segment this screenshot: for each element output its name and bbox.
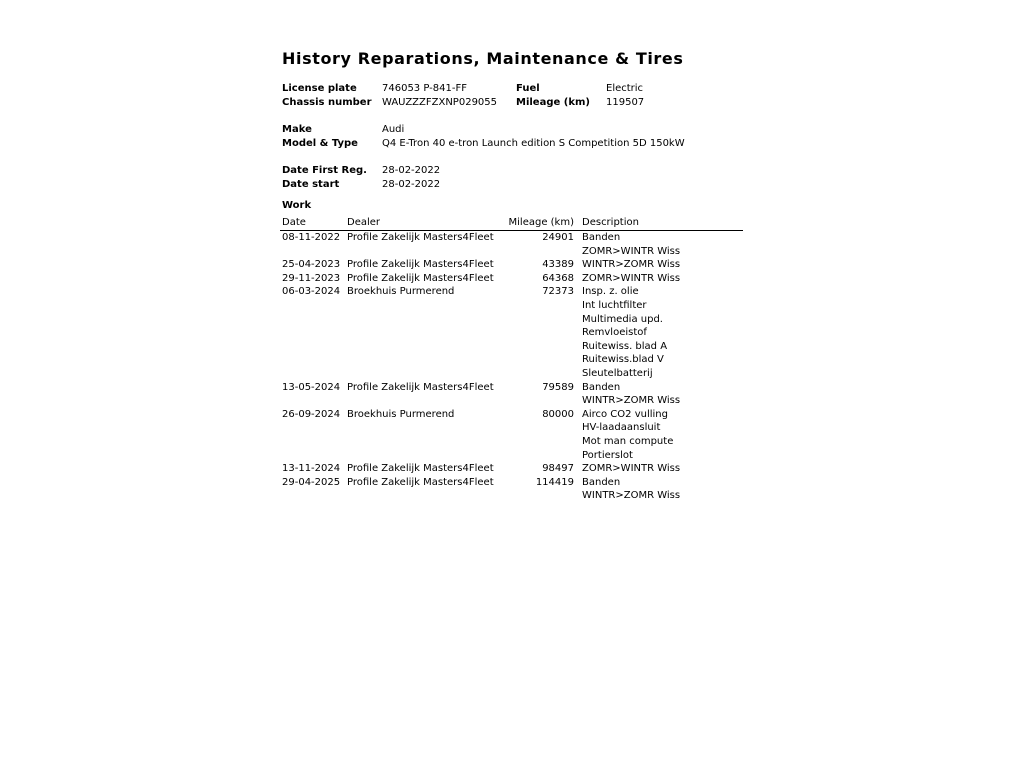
license-plate-value: 746053 P-841-FF — [382, 83, 467, 94]
fuel-value: Electric — [606, 83, 644, 94]
fuel-label: Fuel — [516, 83, 540, 94]
row-date: 08-11-2022 — [282, 232, 341, 243]
description-line: Banden — [582, 232, 621, 243]
description-line: WINTR>ZOMR Wiss — [582, 395, 681, 407]
work-table-body — [280, 231, 743, 503]
work-table-header — [280, 216, 743, 231]
table-row — [280, 476, 743, 503]
description-line: HV-laadaansluit — [582, 422, 661, 434]
row-date: 29-04-2025 — [282, 476, 341, 488]
first-reg-label: Date First Reg. — [282, 165, 367, 176]
table-row — [280, 462, 743, 476]
table-row — [280, 272, 743, 286]
description-line: WINTR>ZOMR Wiss — [582, 259, 681, 271]
row-description — [574, 408, 742, 462]
model-label: Model & Type — [282, 138, 358, 149]
chassis-label: Chassis number — [282, 97, 372, 108]
page-title: History Reparations, Maintenance & Tires — [282, 49, 684, 68]
row-description — [574, 476, 742, 503]
description-line: Airco CO2 vulling — [582, 408, 668, 420]
column-header-description: Description — [582, 217, 639, 228]
chassis-value: WAUZZZFZXNP029055 — [382, 97, 498, 108]
table-row — [280, 285, 743, 380]
column-header-mileage: Mileage (km) — [508, 217, 574, 228]
row-date: 06-03-2024 — [282, 286, 341, 298]
description-line: WINTR>ZOMR Wiss — [582, 490, 681, 502]
row-dealer: Broekhuis Purmerend — [347, 286, 455, 298]
row-date: 25-04-2023 — [282, 259, 341, 271]
description-line: Multimedia upd. — [582, 313, 663, 325]
description-line: Int luchtfilter — [582, 299, 647, 311]
table-row — [280, 381, 743, 408]
description-line: Portierslot — [582, 449, 633, 461]
row-description — [574, 462, 742, 476]
row-mileage: 24901 — [542, 232, 574, 243]
column-header-date: Date — [282, 217, 306, 228]
description-line: Remvloeistof — [582, 327, 647, 339]
row-description — [574, 231, 742, 258]
row-dealer: Profile Zakelijk Masters4Fleet — [347, 463, 494, 475]
row-mileage: 72373 — [542, 286, 574, 298]
license-plate-label: License plate — [282, 83, 357, 94]
row-dealer: Profile Zakelijk Masters4Fleet — [347, 259, 494, 271]
description-line: Sleutelbatterij — [582, 367, 653, 379]
description-line: Banden — [582, 476, 621, 488]
row-description — [574, 285, 742, 380]
description-line: Insp. z. olie — [582, 286, 639, 298]
row-date: 29-11-2023 — [282, 272, 341, 284]
mileage-label: Mileage (km) — [516, 97, 590, 108]
row-description — [574, 381, 742, 408]
table-row — [280, 408, 743, 462]
row-dealer: Broekhuis Purmerend — [347, 408, 455, 420]
work-table — [280, 216, 743, 503]
row-mileage: 80000 — [542, 408, 574, 420]
description-line: ZOMR>WINTR Wiss — [582, 463, 681, 475]
row-mileage: 114419 — [535, 476, 574, 488]
description-line: Banden — [582, 381, 621, 393]
first-reg-value: 28-02-2022 — [382, 165, 441, 176]
date-start-value: 28-02-2022 — [382, 179, 441, 190]
column-header-dealer: Dealer — [347, 217, 381, 228]
table-row — [280, 231, 743, 258]
make-label: Make — [282, 124, 312, 135]
row-mileage: 98497 — [542, 463, 574, 475]
mileage-value: 119507 — [606, 97, 645, 108]
row-date: 13-05-2024 — [282, 381, 341, 393]
row-date: 13-11-2024 — [282, 463, 341, 475]
row-mileage: 43389 — [542, 259, 574, 271]
description-line: ZOMR>WINTR Wiss — [582, 245, 681, 257]
row-dealer: Profile Zakelijk Masters4Fleet — [347, 272, 494, 284]
row-dealer: Profile Zakelijk Masters4Fleet — [347, 232, 494, 243]
work-heading: Work — [282, 200, 312, 211]
row-date: 26-09-2024 — [282, 408, 341, 420]
row-dealer: Profile Zakelijk Masters4Fleet — [347, 381, 494, 393]
row-description — [574, 258, 742, 272]
make-value: Audi — [382, 124, 405, 135]
description-line: Ruitewiss. blad A — [582, 340, 668, 352]
row-description — [574, 272, 742, 286]
description-line: Ruitewiss.blad V — [582, 354, 664, 366]
description-line: Mot man compute — [582, 435, 674, 447]
row-mileage: 79589 — [542, 381, 574, 393]
row-dealer: Profile Zakelijk Masters4Fleet — [347, 476, 494, 488]
row-mileage: 64368 — [542, 272, 574, 284]
model-value: Q4 E-Tron 40 e-tron Launch edition S Competition 5D 150kW — [382, 138, 685, 149]
description-line: ZOMR>WINTR Wiss — [582, 272, 681, 284]
date-start-label: Date start — [282, 179, 340, 190]
table-row — [280, 258, 743, 272]
